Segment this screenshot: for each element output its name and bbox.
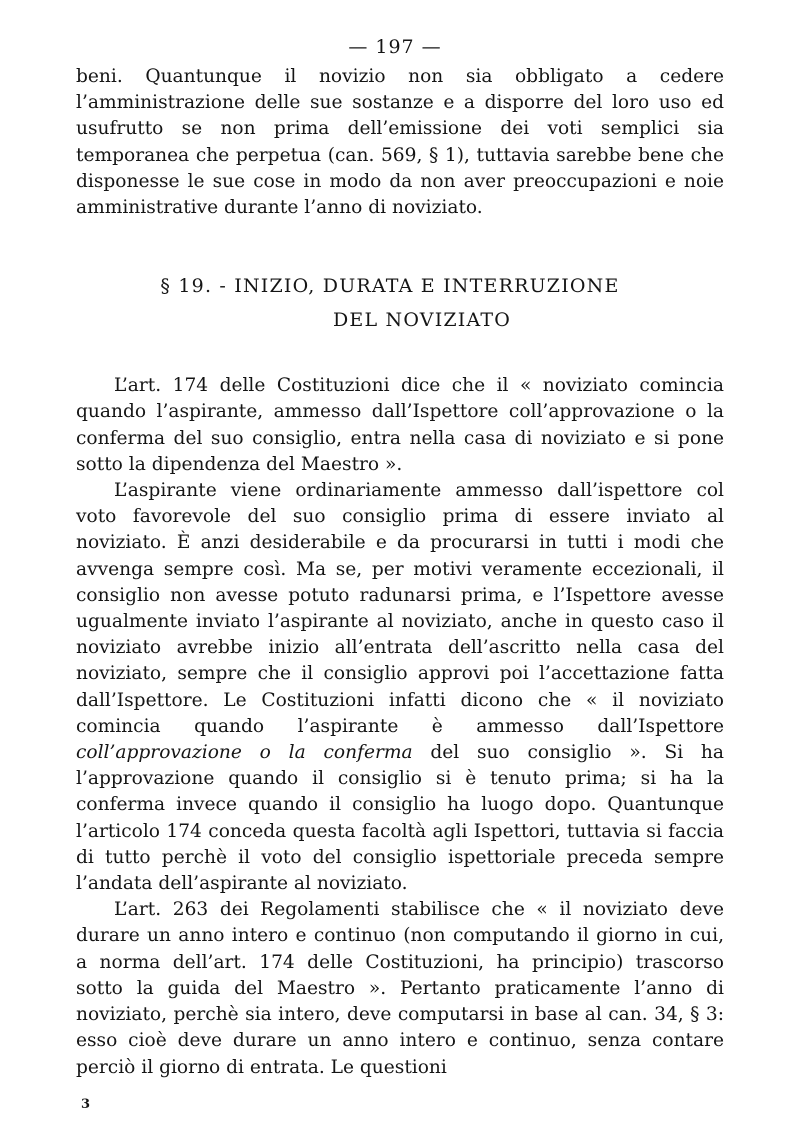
section-heading bbox=[76, 269, 724, 337]
paragraph-admission-text-b: del suo consiglio ». Si ha l’approvazione quando il consiglio si è tenuto prima; si ha la conferma invece quando il consiglio ha luogo dopo. Quantunque l’articolo 174 conceda questa facoltà agli Ispettori, tuttavia si faccia di tutto perchè il voto del consiglio ispettoriale preceda sempre l’andata dell’aspirante al noviziato. bbox=[76, 742, 724, 895]
signature-mark: 3 bbox=[81, 1097, 91, 1112]
section-heading-line-2: DEL NOVIZIATO bbox=[332, 309, 512, 332]
page-number: — 197 — bbox=[348, 36, 442, 58]
section-heading-line-1: § 19. - INIZIO, DURATA E INTERRUZIONE bbox=[160, 275, 620, 298]
paragraph-admission-text-a: L’aspirante viene ordinariamente ammesso dall’ispettore col voto favorevole del suo consiglio prima di essere inviato al noviziato. È anzi desiderabile e da procurarsi in tutti i modi che avvenga sempre così. Ma se, per motivi veramente eccezionali, il consiglio non avesse potuto radunarsi prima, e l’Ispettore avesse ugualmente inviato l’aspirante al noviziato, anche in questo caso il noviziato avrebbe inizio all’entrata dell’ascritto nella casa del noviziato, sempre che il consiglio approvi poi l’accettazione fatta dall’Ispettore. Le Costituzioni infatti dicono che « il noviziato comincia quando l’aspirante è ammesso dall’Ispettore bbox=[76, 480, 724, 737]
paragraph-article-174: L’art. 174 delle Costituzioni dice che il « noviziato comincia quando l’aspirante, ammesso dall’Ispettore coll’approvazione o la conferma del suo consiglio, entra nella casa di noviziato e si pone sotto la dipendenza del Maestro ». bbox=[76, 375, 724, 475]
paragraph-admission-italic: coll’approvazione o la conferma bbox=[76, 742, 413, 764]
paragraph-admission bbox=[76, 478, 724, 897]
paragraph-article-263: L’art. 263 dei Regolamenti stabilisce che « il noviziato deve durare un anno intero e continuo (non computando il giorno in cui, a norma dell’art. 174 delle Costituzioni, ha principio) trascorso sotto la guida del Maestro ». Pertanto praticamente l’anno di noviziato, perchè sia intero, deve computarsi in base al can. 34, § 3: esso cioè deve durare un anno intero e continuo, senza contare perciò il giorno di entrata. Le questioni bbox=[76, 899, 724, 1078]
paragraph-continued: beni. Quantunque il novizio non sia obbligato a cedere l’amministrazione delle sue sostanze e a disporre del loro uso ed usufrutto se non prima dell’emissione dei voti semplici sia temporanea che perpetua (can. 569, § 1), tuttavia sarebbe bene che disponesse le sue cose in modo da non aver preoccupazioni e noie amministrative durante l’anno di noviziato. bbox=[76, 66, 724, 219]
document-page bbox=[76, 30, 724, 1081]
